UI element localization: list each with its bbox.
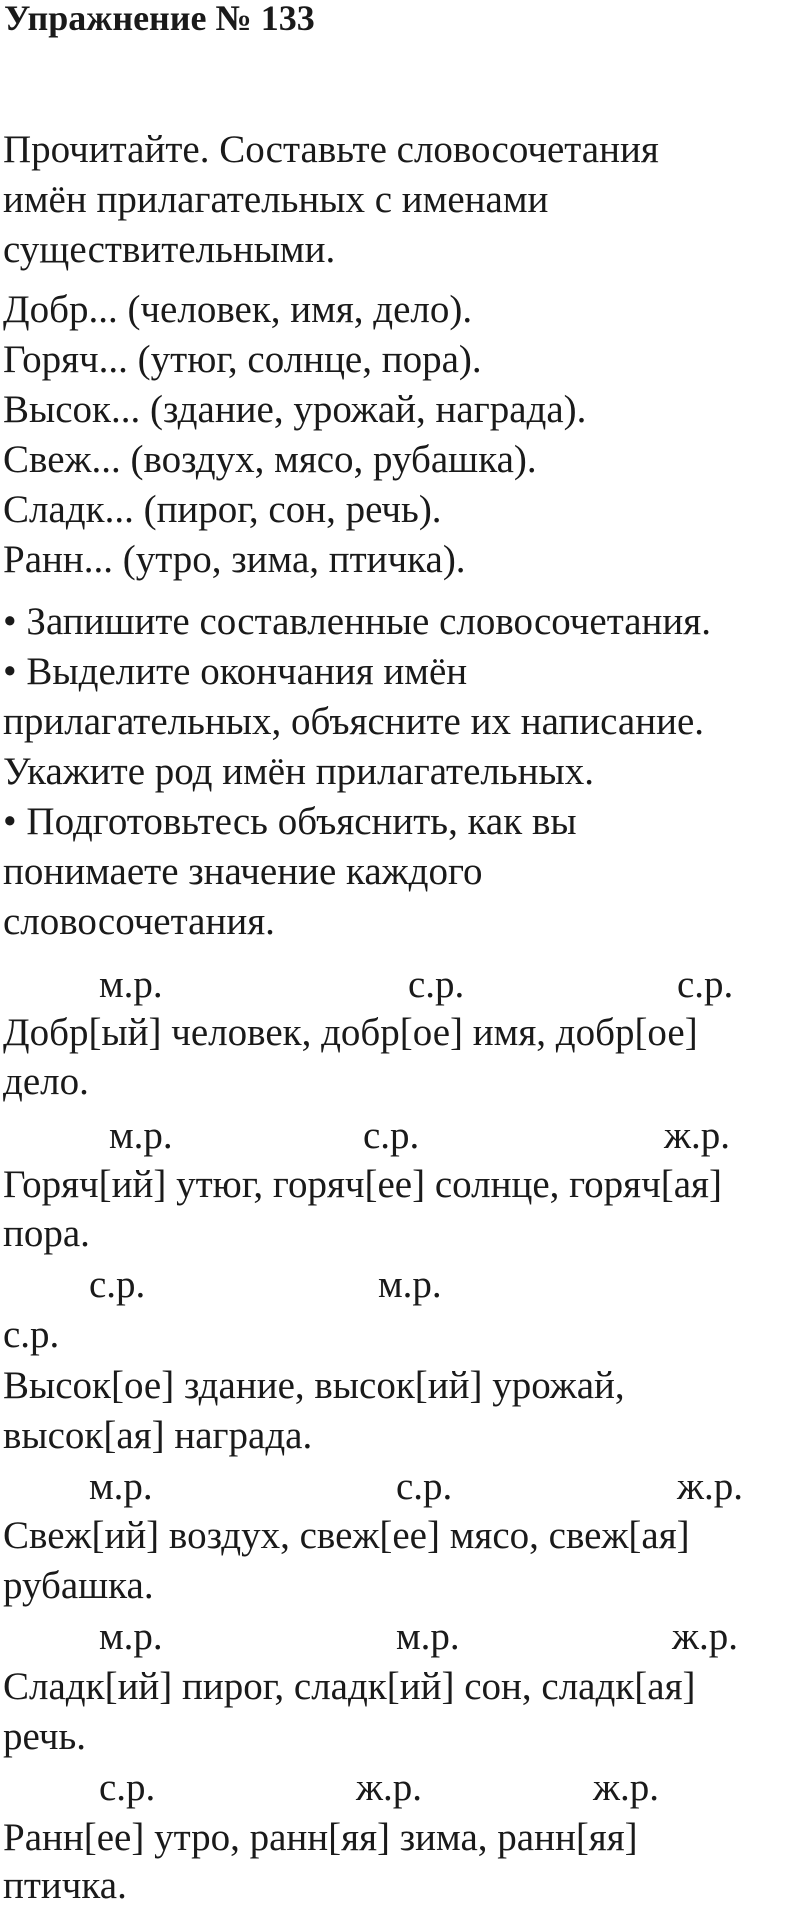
instruction-line: • Подготовьтесь объяснить, как вы bbox=[3, 800, 577, 843]
answer-line: высок[ая] награда. bbox=[3, 1414, 313, 1457]
gender-label: ж.р. bbox=[356, 1766, 422, 1809]
gender-label: с.р. bbox=[396, 1465, 453, 1508]
answer-line: Ранн[ее] утро, ранн[яя] зима, ранн[яя] bbox=[3, 1816, 638, 1859]
answer-line: речь. bbox=[3, 1715, 86, 1758]
gender-label: с.р. bbox=[99, 1766, 156, 1809]
answer-line: Свеж[ий] воздух, свеж[ее] мясо, свеж[ая] bbox=[3, 1514, 690, 1557]
answer-line: Сладк[ий] пирог, сладк[ий] сон, сладк[ая] bbox=[3, 1665, 696, 1708]
gender-labels-row bbox=[0, 1113, 800, 1159]
gender-labels-row bbox=[0, 1765, 800, 1811]
gender-label: м.р. bbox=[396, 1615, 460, 1658]
instruction-line: • Выделите окончания имён bbox=[3, 650, 468, 693]
gender-label: ж.р. bbox=[593, 1766, 659, 1809]
answer-line: Горяч[ий] утюг, горяч[ее] солнце, горяч[ая] bbox=[3, 1163, 722, 1206]
instruction-line: понимаете значение каждого bbox=[3, 850, 483, 893]
task-intro-line: Прочитайте. Составьте словосочетания bbox=[3, 128, 659, 171]
answer-line: рубашка. bbox=[3, 1564, 154, 1607]
task-intro-line: имён прилагательных с именами bbox=[3, 178, 549, 221]
gender-labels-row bbox=[0, 1464, 800, 1510]
exercise-title: Упражнение № 133 bbox=[4, 0, 315, 38]
gender-label: с.р. bbox=[363, 1114, 420, 1157]
gender-label: м.р. bbox=[89, 1465, 153, 1508]
gender-label: ж.р. bbox=[664, 1114, 730, 1157]
gender-label: м.р. bbox=[99, 963, 163, 1006]
answer-line: Высок[ое] здание, высок[ий] урожай, bbox=[3, 1364, 625, 1407]
instruction-line: прилагательных, объясните их написание. bbox=[3, 700, 705, 743]
gender-label: м.р. bbox=[109, 1114, 173, 1157]
answer-line: Добр[ый] человек, добр[ое] имя, добр[ое] bbox=[3, 1011, 698, 1054]
answer-line: дело. bbox=[3, 1060, 89, 1103]
answer-line: птичка. bbox=[3, 1864, 127, 1907]
word-group-line: Сладк... (пирог, сон, речь). bbox=[3, 488, 442, 531]
task-intro-line: существительными. bbox=[3, 228, 336, 271]
gender-label: ж.р. bbox=[677, 1465, 743, 1508]
instruction-line: Укажите род имён прилагательных. bbox=[3, 750, 594, 793]
gender-label: м.р. bbox=[378, 1263, 442, 1306]
word-group-line: Свеж... (воздух, мясо, рубашка). bbox=[3, 438, 537, 481]
gender-labels-row bbox=[0, 962, 800, 1008]
answer-line: пора. bbox=[3, 1212, 90, 1255]
gender-label: с.р. bbox=[677, 963, 734, 1006]
gender-label: с.р. bbox=[408, 963, 465, 1006]
gender-label: ж.р. bbox=[672, 1615, 738, 1658]
instruction-line: • Запишите составленные словосочетания. bbox=[3, 600, 711, 643]
word-group-line: Добр... (человек, имя, дело). bbox=[3, 288, 473, 331]
gender-label: м.р. bbox=[99, 1615, 163, 1658]
instruction-line: словосочетания. bbox=[3, 900, 275, 943]
gender-labels-row bbox=[0, 1262, 800, 1308]
gender-labels-row bbox=[0, 1614, 800, 1660]
word-group-line: Ранн... (утро, зима, птичка). bbox=[3, 538, 466, 581]
word-group-line: Горяч... (утюг, солнце, пора). bbox=[3, 338, 482, 381]
gender-label: с.р. bbox=[3, 1313, 60, 1356]
word-group-line: Высок... (здание, урожай, награда). bbox=[3, 388, 587, 431]
gender-label: с.р. bbox=[89, 1263, 146, 1306]
